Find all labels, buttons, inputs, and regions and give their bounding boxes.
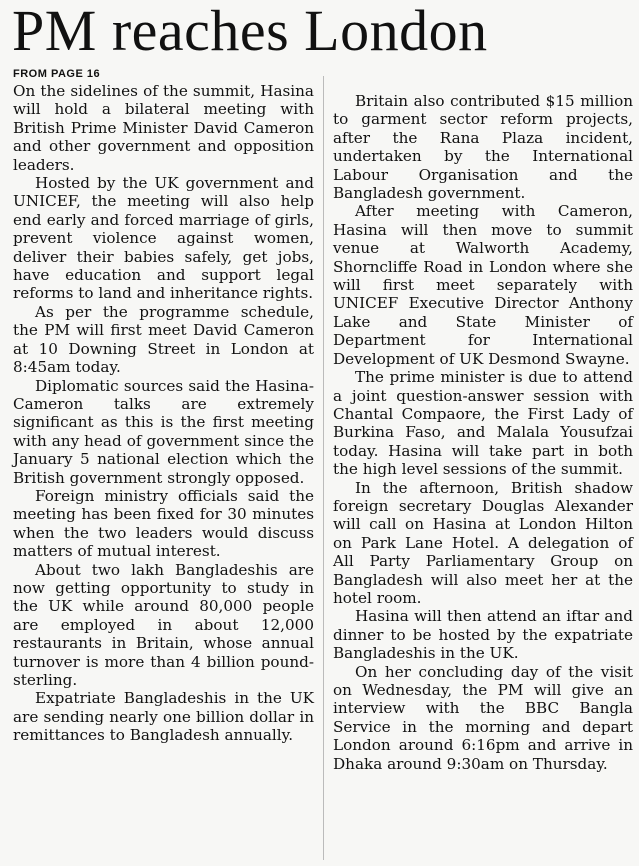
paragraph: Hosted by the UK government and UNICEF, the meeting will also help end early and forced marriage of girls, prevent violence against women, deliver their babies safely, get jobs, have education and support legal reforms to land and inheritance rights.	[13, 174, 314, 303]
article-column-right	[333, 92, 633, 773]
paragraph: About two lakh Bangladeshis are now getting opportunity to study in the UK while around 80,000 people are employed in about 12,000 restaurants in Britain, whose annual turnover is more than 4 billion pound-sterling.	[13, 560, 314, 689]
paragraph: In the afternoon, British shadow foreign secretary Douglas Alexander will call on Hasina at London Hilton on Park Lane Hotel. A delegation of All Party Parliamentary Group on Bangladesh will also meet her at the hotel room.	[333, 478, 633, 607]
article-column-left	[13, 66, 314, 745]
paragraph: After meeting with Cameron, Hasina will then move to summit venue at Walworth Academy, Shorncliffe Road in London where she will first meet separately with UNICEF Executive Director Anthony Lake and State Minister of Department for International Development of UK Desmond Swayne.	[333, 202, 633, 368]
paragraph: Diplomatic sources said the Hasina-Cameron talks are extremely significant as this is the first meeting with any head of government since the January 5 national election which the British government strongly opposed.	[13, 376, 314, 487]
paragraph: Hasina will then attend an iftar and dinner to be hosted by the expatriate Bangladeshis in the UK.	[333, 607, 633, 663]
headline: PM reaches London	[12, 0, 488, 63]
paragraph: The prime minister is due to attend a joint question-answer session with Chantal Compaore, the First Lady of Burkina Faso, and Malala Yousufzai today. Hasina will take part in both the high level sessions of the summit.	[333, 368, 633, 479]
column-divider	[323, 76, 324, 860]
paragraph: Britain also contributed $15 million to garment sector reform projects, after the Rana Plaza incident, undertaken by the International Labour Organisation and the Bangladesh government.	[333, 92, 633, 203]
paragraph: On the sidelines of the summit, Hasina will hold a bilateral meeting with British Prime Minister David Cameron and other government and opposition leaders.	[13, 82, 314, 174]
paragraph: Expatriate Bangladeshis in the UK are sending nearly one billion dollar in remittances to Bangladesh annually.	[13, 689, 314, 745]
paragraph: Foreign ministry officials said the meeting has been fixed for 30 minutes when the two leaders would discuss matters of mutual interest.	[13, 486, 314, 561]
paragraph: On her concluding day of the visit on Wednesday, the PM will give an interview with the BBC Bangla Service in the morning and depart London around 6:16pm and arrive in Dhaka around 9:30am on Thursday.	[333, 662, 633, 773]
jump-line: FROM PAGE 16	[13, 68, 101, 80]
paragraph: As per the programme schedule, the PM will first meet David Cameron at 10 Downing Street in London at 8:45am today.	[13, 302, 314, 377]
